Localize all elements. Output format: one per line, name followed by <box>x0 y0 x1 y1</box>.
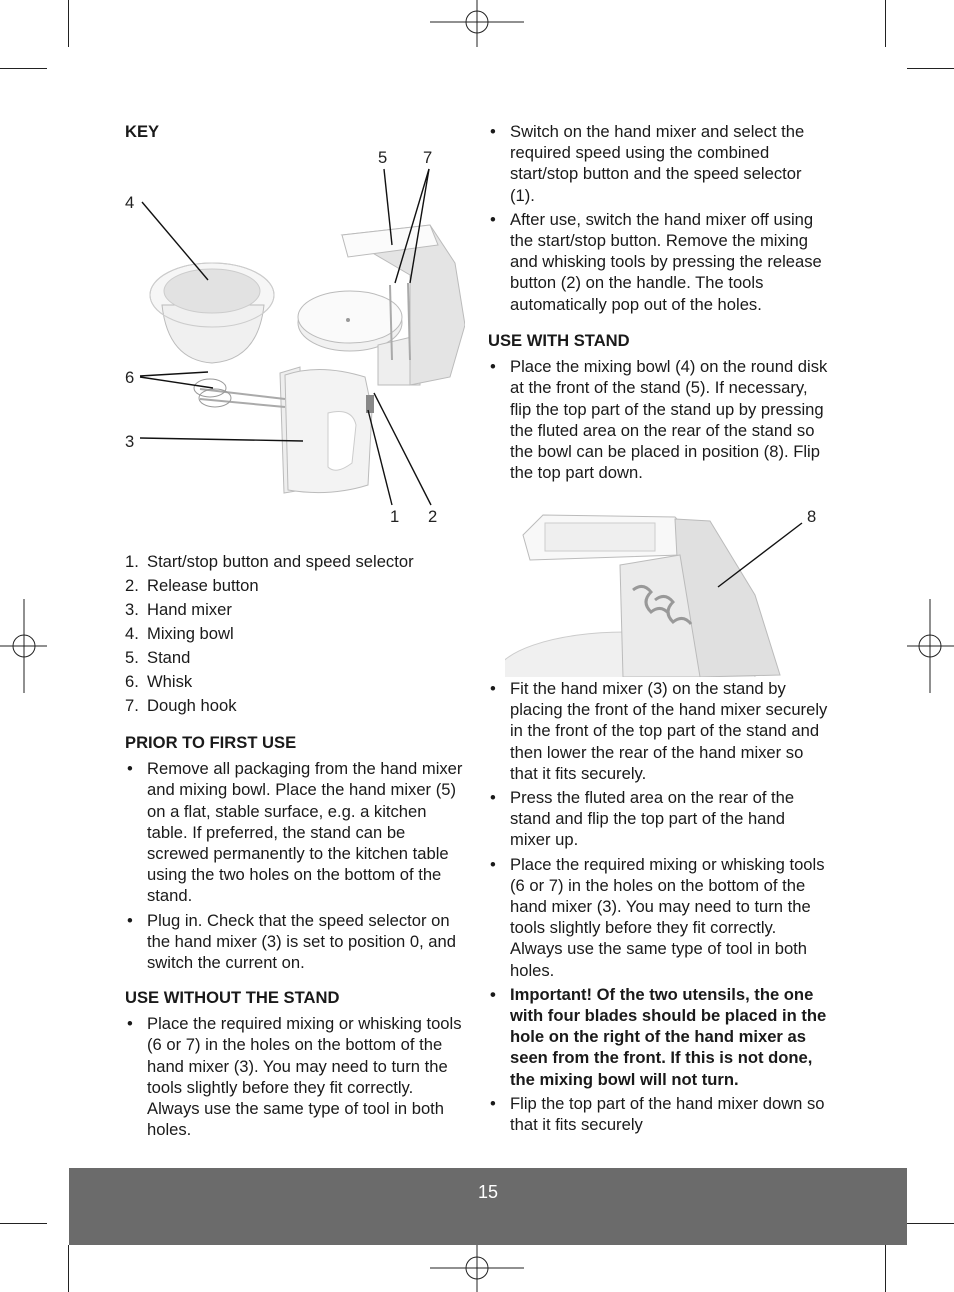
key-item: 7. Dough hook <box>125 696 237 715</box>
bullet-item: • Press the fluted area on the rear of the stand and flip the top part of the hand mixer up. <box>488 787 828 851</box>
bullet-item: • Place the required mixing or whisking tools (6 or 7) in the holes on the bottom of the hand mixer (3). You may need to turn the tools slightly before they fit correctly. Always use the same type of tool in both holes. <box>488 854 828 981</box>
callout-label: 6 <box>125 368 135 387</box>
section-heading: USE WITH STAND <box>488 331 630 350</box>
hand-mixer-drawing <box>194 367 374 493</box>
key-item: 5. Stand <box>125 648 191 667</box>
bullet-item: • Plug in. Check that the speed selector on the hand mixer (3) is set to position 0, and switch the current on. <box>125 910 465 974</box>
without-stand-section <box>125 987 465 1140</box>
crop-mark <box>907 68 954 69</box>
registration-mark-top <box>430 0 524 47</box>
bullet-item: • Place the mixing bowl (4) on the round disk at the front of the stand (5). If necessary, flip the top part of the stand up by pressing the fluted area on the rear of the stand so the bowl can be placed in position (8). Flip the top part down. <box>488 356 828 483</box>
section-heading: USE WITHOUT THE STAND <box>125 988 340 1007</box>
key-list <box>125 550 455 718</box>
important-note: • Important! Of the two utensils, the one with four blades should be placed in the hole on the right of the hand mixer as seen from the front. If this is not done, the mixing bowl will not turn. <box>488 984 828 1090</box>
callout-label: 4 <box>125 193 135 212</box>
bullet-item: • Flip the top part of the hand mixer down so that it fits securely <box>488 1093 828 1135</box>
section-heading: PRIOR TO FIRST USE <box>125 733 297 752</box>
key-item: 2. Release button <box>125 576 259 595</box>
callout-label: 7 <box>423 148 433 167</box>
stand-drawing <box>298 225 465 385</box>
crop-mark <box>68 0 69 47</box>
without-stand-continued <box>488 121 828 315</box>
crop-mark <box>0 68 47 69</box>
crop-mark <box>68 1245 69 1292</box>
crop-mark <box>885 0 886 47</box>
callout-label: 1 <box>390 507 400 526</box>
bullet-item: • Place the required mixing or whisking tools (6 or 7) in the holes on the bottom of the hand mixer (3). You may need to turn the tools slightly before they fit correctly. Always use the same type of tool in both holes. <box>125 1013 465 1140</box>
prior-section <box>125 732 465 973</box>
key-item: 4. Mixing bowl <box>125 624 234 643</box>
bowl-drawing <box>150 263 274 363</box>
registration-mark-bottom <box>430 1245 524 1292</box>
key-heading: KEY <box>125 122 160 141</box>
bullet-item: • Remove all packaging from the hand mixer and mixing bowl. Place the hand mixer (5) on a flat, stable surface, e.g. a kitchen table. If preferred, the stand can be screwed permanently to the kitchen table using the two holes on the bottom of the stand. <box>125 758 465 906</box>
callout-label: 3 <box>125 432 135 451</box>
key-item: 6. Whisk <box>125 672 193 691</box>
page-number: 15 <box>477 1182 499 1202</box>
bullet-item: • Fit the hand mixer (3) on the stand by placing the front of the hand mixer securely in the front of the top part of the stand and then lower the rear of the hand mixer so that it fits securely. <box>488 678 828 784</box>
key-item: 1. Start/stop button and speed selector <box>125 552 414 571</box>
registration-mark-right <box>907 599 954 693</box>
page-footer <box>69 1168 907 1245</box>
crop-mark <box>885 1245 886 1292</box>
with-stand-steps <box>488 678 828 1135</box>
stand-flipped-illustration <box>505 505 830 677</box>
callout-label: 8 <box>807 507 817 526</box>
registration-mark-left <box>0 599 47 693</box>
crop-mark <box>0 1223 47 1224</box>
key-item: 3. Hand mixer <box>125 600 232 619</box>
crop-mark <box>907 1223 954 1224</box>
mixer-set-illustration <box>120 145 465 530</box>
callout-label: 5 <box>378 148 388 167</box>
with-stand-section <box>488 330 828 483</box>
bullet-item: • After use, switch the hand mixer off using the start/stop button. Remove the mixing and whisking tools by pressing the release button (2) on the handle. The tools automatically pop out of the holes. <box>488 209 828 315</box>
bullet-item: • Switch on the hand mixer and select the required speed using the combined start/stop button and the speed selector (1). <box>488 121 828 206</box>
callout-label: 2 <box>428 507 438 526</box>
